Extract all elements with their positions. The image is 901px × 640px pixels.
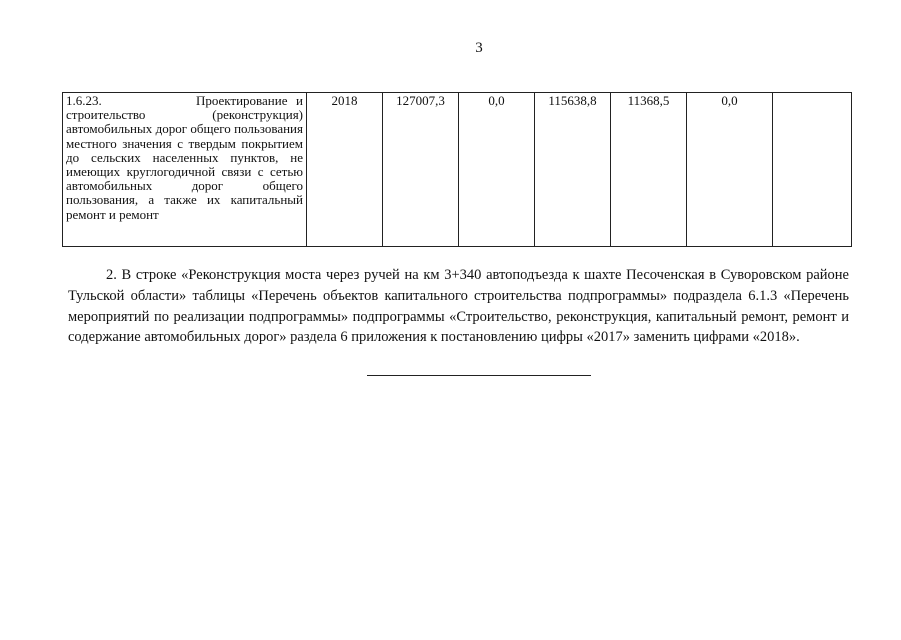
- year-cell: 2018: [307, 93, 383, 247]
- table-row: [63, 93, 852, 247]
- activity-name-cell: [63, 93, 307, 247]
- value-cell: 0,0: [687, 93, 773, 247]
- value-cell: [773, 93, 852, 247]
- value-cell: 115638,8: [535, 93, 611, 247]
- page-number: 3: [475, 40, 483, 56]
- activity-number: 1.6.23.: [66, 93, 102, 108]
- end-divider: [367, 375, 591, 376]
- program-table: [62, 92, 852, 247]
- value-cell: 11368,5: [611, 93, 687, 247]
- value-cell: 0,0: [459, 93, 535, 247]
- total-cell: 127007,3: [383, 93, 459, 247]
- activity-name: Проектирование и строительство (реконструкция) автомобильных дорог общего пользования местного значения с твердым покрытием до сельских населенных пунктов, не имеющих круглогодичной связи с сетью автомобильных дорог общего пользования, а также их капитальный ремонт и ремонт: [66, 93, 303, 222]
- amendment-paragraph: 2. В строке «Реконструкция моста через ручей на км 3+340 автоподъезда к шахте Песоченская в Суворовском районе Тульской области» таблицы «Перечень объектов капитального строительства подпрограммы» подраздела 6.1.3 «Перечень мероприятий по реализации подпрограммы» подпрограммы «Строительство, реконструкция, капитальный ремонт, ремонт и содержание автомобильных дорог» раздела 6 приложения к постановлению цифры «2017» заменить цифрами «2018».: [68, 267, 849, 346]
